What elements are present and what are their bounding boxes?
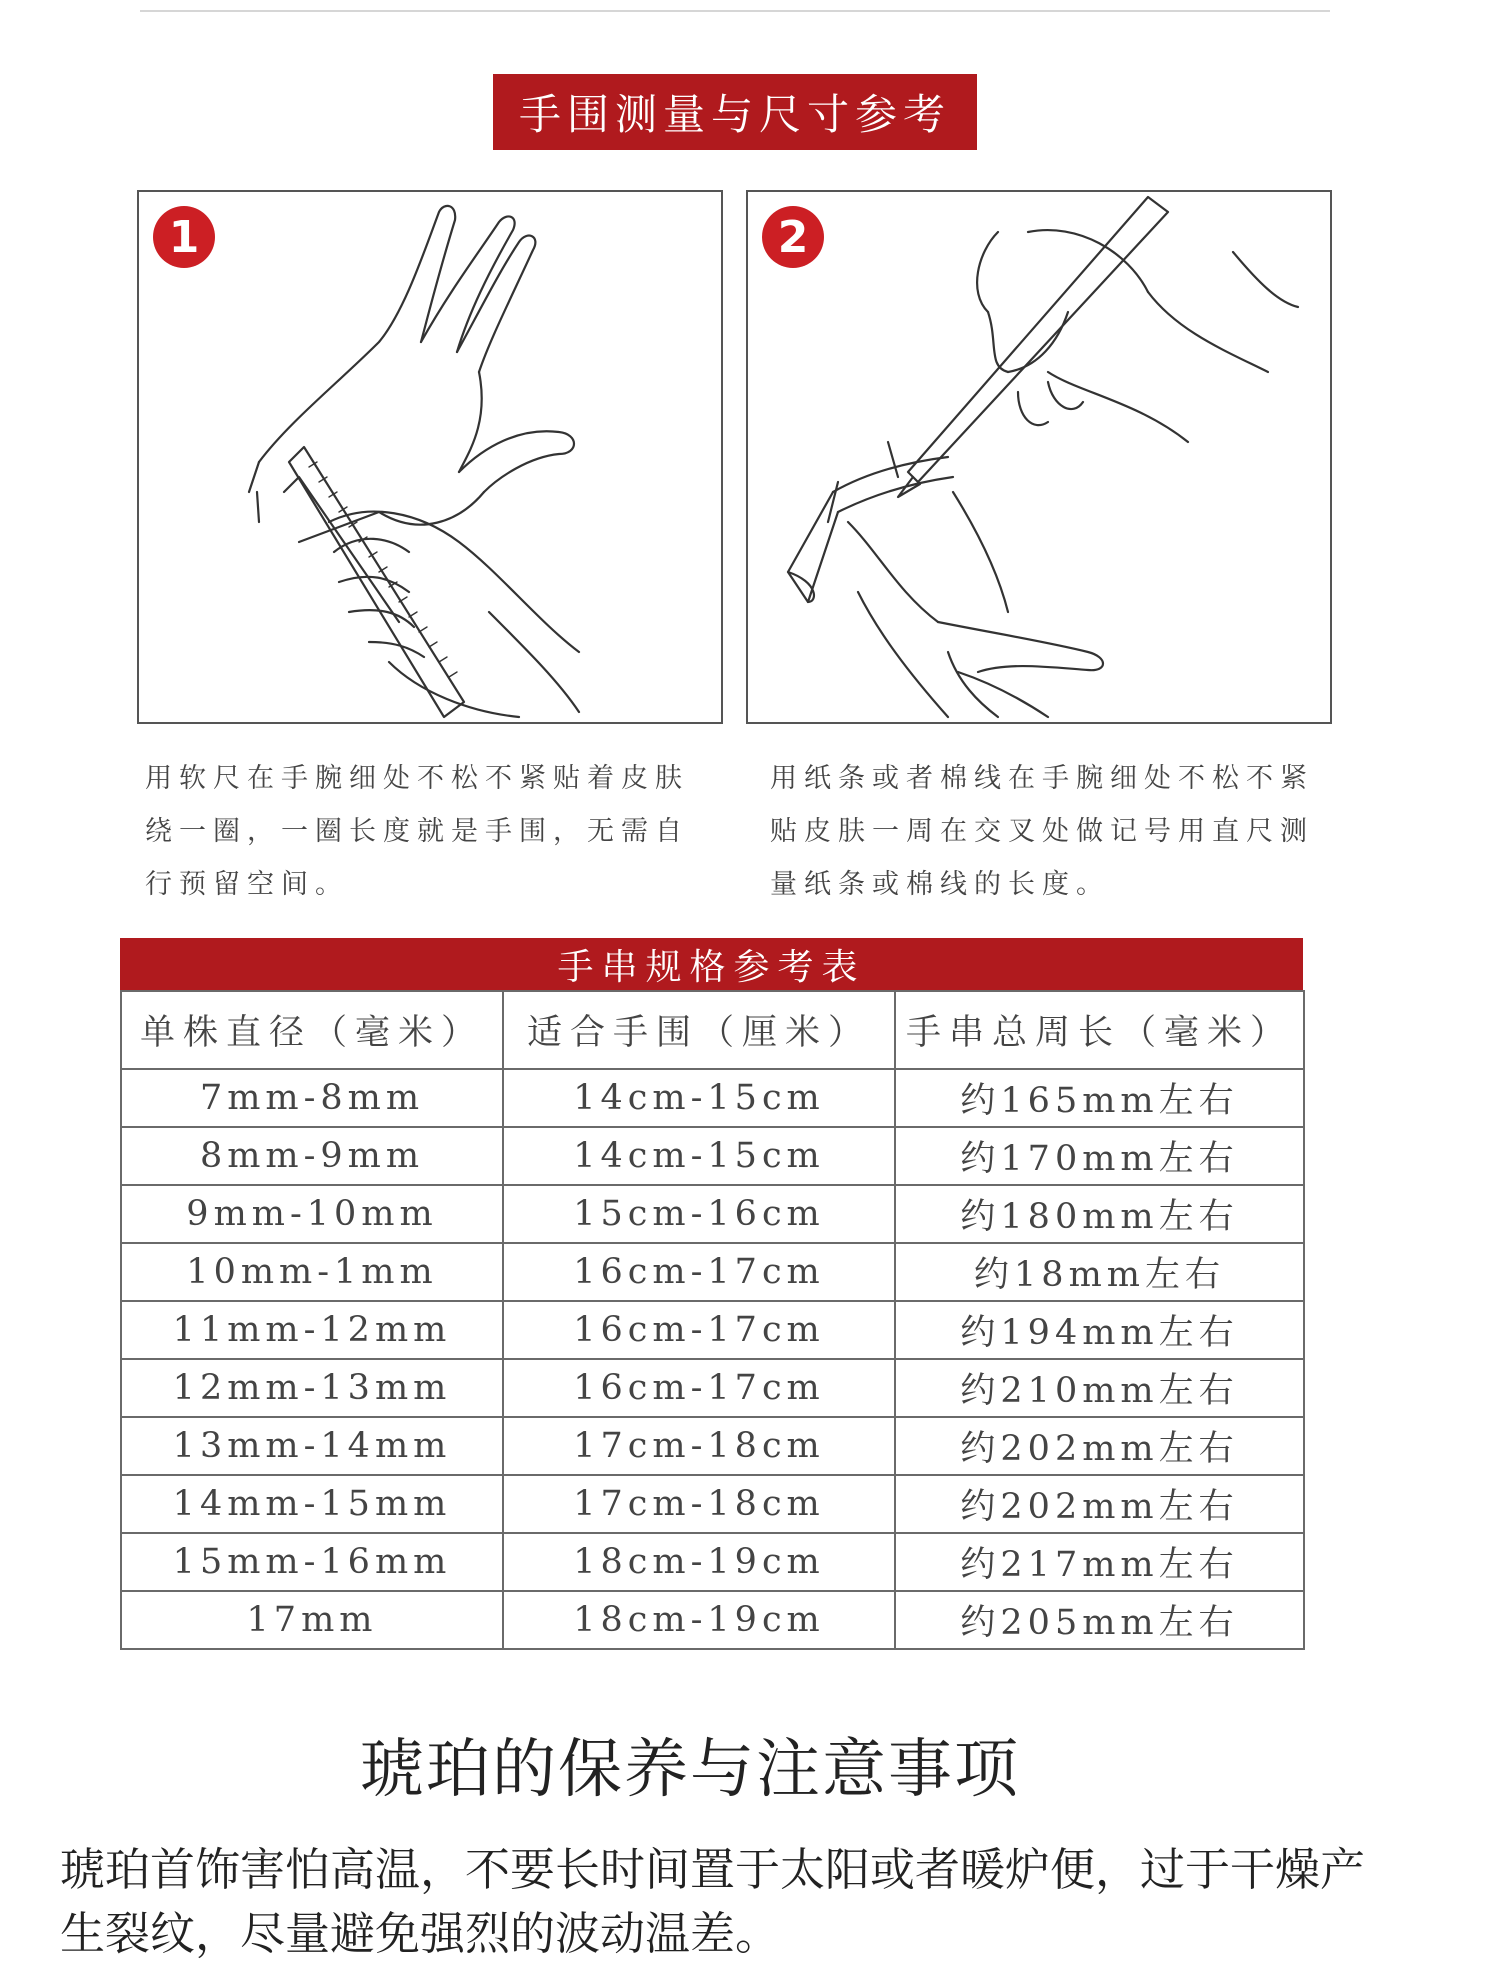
table-cell: 14cm-15cm bbox=[503, 1069, 895, 1127]
step-2-badge: 2 bbox=[762, 206, 824, 268]
table-cell: 18cm-19cm bbox=[503, 1533, 895, 1591]
step-1-badge: 1 bbox=[153, 206, 215, 268]
table-cell: 约18mm左右 bbox=[895, 1243, 1304, 1301]
table-row bbox=[121, 1127, 1304, 1185]
step-1-caption: 用软尺在手腕细处不松不紧贴着皮肤绕一圈，一圈长度就是手围，无需自行预留空间。 bbox=[145, 763, 689, 900]
measure-title-banner: 手围测量与尺寸参考 bbox=[493, 74, 977, 150]
top-divider bbox=[140, 10, 1330, 12]
table-cell: 7mm-8mm bbox=[121, 1069, 503, 1127]
table-cell: 约217mm左右 bbox=[895, 1533, 1304, 1591]
table-row bbox=[121, 1185, 1304, 1243]
table-cell: 14mm-15mm bbox=[121, 1475, 503, 1533]
table-cell: 约165mm左右 bbox=[895, 1069, 1304, 1127]
table-row bbox=[121, 1301, 1304, 1359]
size-table-title: 手串规格参考表 bbox=[120, 938, 1303, 990]
header-total-length: 手串总周长（毫米） bbox=[895, 991, 1304, 1069]
table-row bbox=[121, 1069, 1304, 1127]
care-heading: 琥珀的保养与注意事项 bbox=[360, 1733, 1020, 1807]
table-cell: 15cm-16cm bbox=[503, 1185, 895, 1243]
table-cell: 约202mm左右 bbox=[895, 1417, 1304, 1475]
size-table bbox=[120, 990, 1305, 1650]
table-cell: 约170mm左右 bbox=[895, 1127, 1304, 1185]
table-cell: 16cm-17cm bbox=[503, 1359, 895, 1417]
table-cell: 16cm-17cm bbox=[503, 1243, 895, 1301]
illustration-panel-1 bbox=[137, 190, 723, 724]
header-bead-diameter: 单株直径（毫米） bbox=[121, 991, 503, 1069]
table-row bbox=[121, 1359, 1304, 1417]
table-cell: 约205mm左右 bbox=[895, 1591, 1304, 1649]
table-row bbox=[121, 1591, 1304, 1649]
table-cell: 约194mm左右 bbox=[895, 1301, 1304, 1359]
table-cell: 17cm-18cm bbox=[503, 1475, 895, 1533]
table-row bbox=[121, 1417, 1304, 1475]
table-row bbox=[121, 1475, 1304, 1533]
table-cell: 17cm-18cm bbox=[503, 1417, 895, 1475]
table-cell: 16cm-17cm bbox=[503, 1301, 895, 1359]
table-cell: 约202mm左右 bbox=[895, 1475, 1304, 1533]
care-paragraph: 琥珀首饰害怕高温，不要长时间置于太阳或者暖炉便，过于干燥产生裂纹，尽量避免强烈的波动温差。 bbox=[60, 1843, 1366, 1960]
table-cell: 12mm-13mm bbox=[121, 1359, 503, 1417]
table-row bbox=[121, 1243, 1304, 1301]
tape-measure-wrist-illustration bbox=[139, 192, 721, 722]
table-cell: 9mm-10mm bbox=[121, 1185, 503, 1243]
table-cell: 13mm-14mm bbox=[121, 1417, 503, 1475]
table-cell: 17mm bbox=[121, 1591, 503, 1649]
table-row bbox=[121, 1533, 1304, 1591]
illustration-panel-2 bbox=[746, 190, 1332, 724]
paper-strip-pen-illustration bbox=[748, 192, 1330, 722]
step-2-caption: 用纸条或者棉线在手腕细处不松不紧贴皮肤一周在交叉处做记号用直尺测量纸条或棉线的长度。 bbox=[770, 763, 1314, 900]
table-cell: 约210mm左右 bbox=[895, 1359, 1304, 1417]
table-cell: 15mm-16mm bbox=[121, 1533, 503, 1591]
table-cell: 14cm-15cm bbox=[503, 1127, 895, 1185]
table-cell: 约180mm左右 bbox=[895, 1185, 1304, 1243]
table-cell: 18cm-19cm bbox=[503, 1591, 895, 1649]
header-wrist-size: 适合手围（厘米） bbox=[503, 991, 895, 1069]
table-cell: 10mm-1mm bbox=[121, 1243, 503, 1301]
table-header-row bbox=[121, 991, 1304, 1069]
size-reference-table bbox=[120, 938, 1303, 1650]
table-cell: 8mm-9mm bbox=[121, 1127, 503, 1185]
table-cell: 11mm-12mm bbox=[121, 1301, 503, 1359]
